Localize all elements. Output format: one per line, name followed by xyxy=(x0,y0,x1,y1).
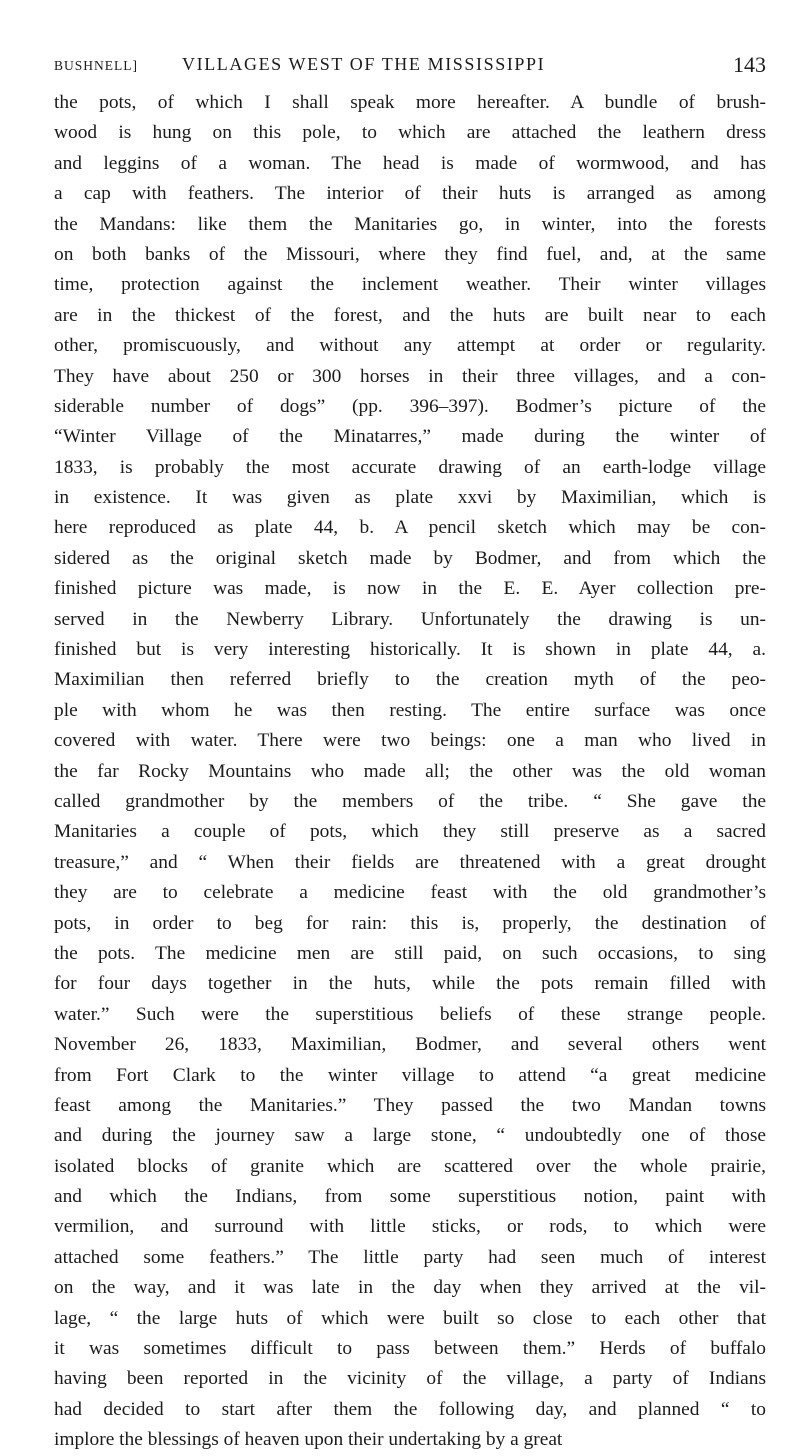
text-line: other, promiscuously, and without any attempt at order or regularity. xyxy=(54,335,766,357)
text-line: pots, in order to beg for rain: this is, properly, the destination of xyxy=(54,912,766,934)
text-line: and leggins of a woman. The head is made of wormwood, and has xyxy=(54,152,766,174)
text-line: from Fort Clark to the winter village to attend “a great medicine xyxy=(54,1064,766,1086)
text-line: the pots, of which I shall speak more hereafter. A bundle of brush- xyxy=(54,92,766,113)
text-line: here reproduced as plate 44, b. A pencil sketch which may be con- xyxy=(54,517,766,539)
text-line: Maximilian then referred briefly to the creation myth of the peo- xyxy=(54,669,766,691)
text-line: isolated blocks of granite which are scattered over the whole prairie, xyxy=(54,1155,766,1177)
page-number: 143 xyxy=(733,52,766,77)
text-line: 1833, is probably the most accurate drawing of an earth-lodge village xyxy=(54,456,766,478)
text-line: sidered as the original sketch made by Bodmer, and from which the xyxy=(54,547,766,569)
text-line: time, protection against the inclement weather. Their winter villages xyxy=(54,274,766,296)
text-line: and which the Indians, from some superstitious notion, paint with xyxy=(54,1186,766,1208)
text-line: ple with whom he was then resting. The entire surface was once xyxy=(54,699,766,721)
text-line: on the way, and it was late in the day when they arrived at the vil- xyxy=(54,1277,766,1299)
text-line: finished picture was made, is now in the E. E. Ayer collection pre- xyxy=(54,578,766,600)
text-line: covered with water. There were two beings: one a man who lived in xyxy=(54,730,766,752)
text-line: called grandmother by the members of the tribe. “ She gave the xyxy=(54,790,766,812)
text-line: having been reported in the vicinity of the village, a party of Indians xyxy=(54,1368,766,1390)
body-text xyxy=(54,88,766,1456)
text-line: treasure,” and “ When their fields are threatened with a great drought xyxy=(54,851,766,873)
text-line: “Winter Village of the Minatarres,” made during the winter of xyxy=(54,426,766,448)
running-head-author: BUSHNELL] xyxy=(54,58,138,73)
text-line: water.” Such were the superstitious beliefs of these strange people. xyxy=(54,1003,766,1025)
text-line: attached some feathers.” The little party had seen much of interest xyxy=(54,1246,766,1268)
running-head-title: VILLAGES WEST OF THE MISSISSIPPI xyxy=(182,54,546,74)
text-line: lage, “ the large huts of which were built so close to each other that xyxy=(54,1307,766,1329)
text-line: wood is hung on this pole, to which are attached the leathern dress xyxy=(54,122,766,144)
text-line: the Mandans: like them the Manitaries go, in winter, into the forests xyxy=(54,213,766,235)
text-line: are in the thickest of the forest, and the huts are built near to each xyxy=(54,304,766,326)
text-line: implore the blessings of heaven upon their undertaking by a great xyxy=(54,1429,563,1451)
text-line: Manitaries a couple of pots, which they still preserve as a sacred xyxy=(54,821,766,843)
text-line: had decided to start after them the following day, and planned “ to xyxy=(54,1398,766,1420)
text-line: a cap with feathers. The interior of their huts is arranged as among xyxy=(54,183,766,205)
text-line: siderable number of dogs” (pp. 396–397). Bodmer’s picture of the xyxy=(54,395,766,417)
text-line: feast among the Manitaries.” They passed the two Mandan towns xyxy=(54,1094,766,1116)
text-line: finished but is very interesting historically. It is shown in plate 44, a. xyxy=(54,639,766,661)
book-page xyxy=(54,50,766,1456)
text-line: vermilion, and surround with little sticks, or rods, to which were xyxy=(54,1216,766,1238)
text-line: November 26, 1833, Maximilian, Bodmer, and several others went xyxy=(54,1034,766,1056)
text-line: the pots. The medicine men are still paid, on such occasions, to sing xyxy=(54,942,766,964)
text-line: for four days together in the huts, while the pots remain filled with xyxy=(54,973,766,995)
text-line: it was sometimes difficult to pass between them.” Herds of buffalo xyxy=(54,1338,766,1360)
text-line: served in the Newberry Library. Unfortunately the drawing is un- xyxy=(54,608,766,630)
text-line: and during the journey saw a large stone, “ undoubtedly one of those xyxy=(54,1125,766,1147)
text-line: in existence. It was given as plate xxvi by Maximilian, which is xyxy=(54,487,766,509)
running-head xyxy=(54,50,766,84)
text-line: the far Rocky Mountains who made all; the other was the old woman xyxy=(54,760,766,782)
text-line: They have about 250 or 300 horses in their three villages, and a con- xyxy=(54,365,766,387)
text-line: on both banks of the Missouri, where they find fuel, and, at the same xyxy=(54,243,766,265)
text-line: they are to celebrate a medicine feast with the old grandmother’s xyxy=(54,882,766,904)
